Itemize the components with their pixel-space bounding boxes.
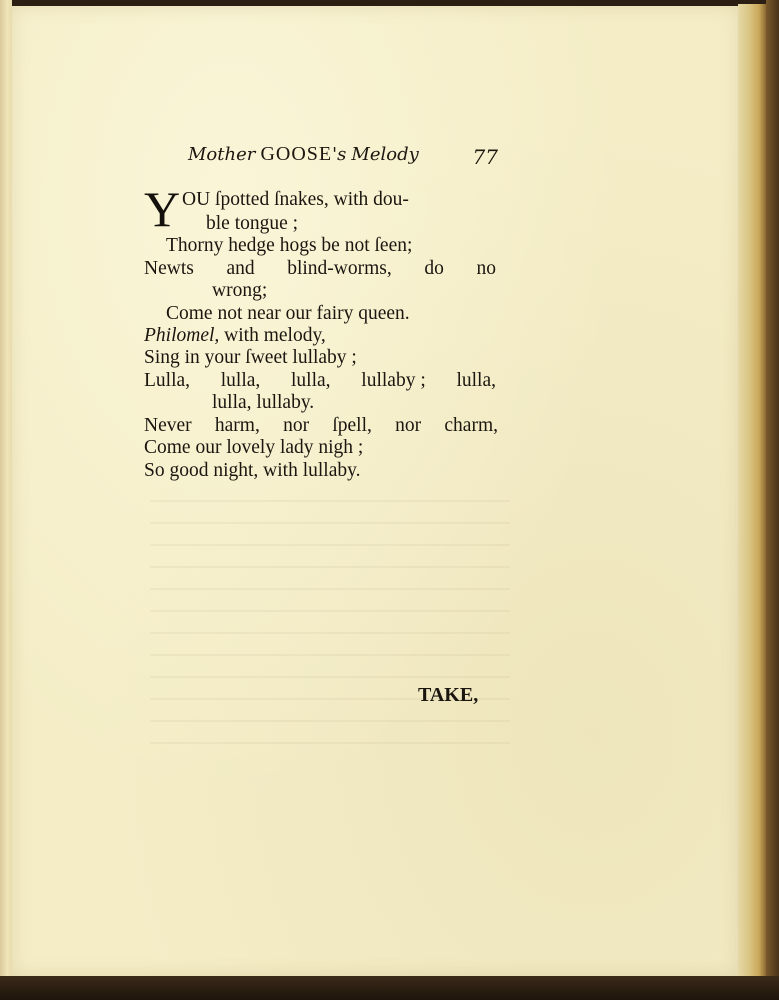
poem-line-12: Come our lovely lady nigh ; bbox=[144, 437, 364, 458]
poem-line-5: wrong; bbox=[212, 280, 268, 301]
book-cover-edge bbox=[766, 0, 779, 1000]
poem-line-2: ble tongue ; bbox=[206, 213, 299, 234]
poem-line-10: lulla, lullaby. bbox=[212, 392, 315, 413]
drop-cap: Y bbox=[144, 181, 181, 237]
show-through bbox=[150, 500, 510, 760]
header-mother: Mother bbox=[188, 144, 256, 165]
poem-line-7: Philomel, with melody, bbox=[144, 325, 326, 346]
poem-line-11: Never harm, nor ſpell, nor charm, bbox=[144, 415, 498, 436]
poem-line-1: OU ſpotted ſnakes, with dou- bbox=[182, 189, 409, 210]
page-number: 77 bbox=[472, 145, 498, 169]
page-gutter bbox=[0, 0, 12, 1000]
poem-line-13: So good night, with lullaby. bbox=[144, 460, 361, 481]
catchword: TAKE, bbox=[418, 684, 479, 706]
header-melody: Melody bbox=[351, 144, 419, 165]
poem-line-3: Thorny hedge hogs be not ſeen; bbox=[166, 235, 413, 256]
header-possessive: 's bbox=[332, 144, 347, 165]
poem-line-9: Lulla, lulla, lulla, lullaby ; lulla, bbox=[144, 370, 496, 391]
bottom-shadow bbox=[0, 976, 779, 1000]
poem-line-4: Newts and blind-worms, do no bbox=[144, 258, 496, 279]
header-goose: GOOSE bbox=[260, 143, 333, 165]
poem-line-6: Come not near our fairy queen. bbox=[166, 303, 410, 324]
page-edges bbox=[738, 4, 766, 979]
running-header bbox=[188, 143, 498, 173]
poem-line-8: Sing in your ſweet lullaby ; bbox=[144, 347, 357, 368]
